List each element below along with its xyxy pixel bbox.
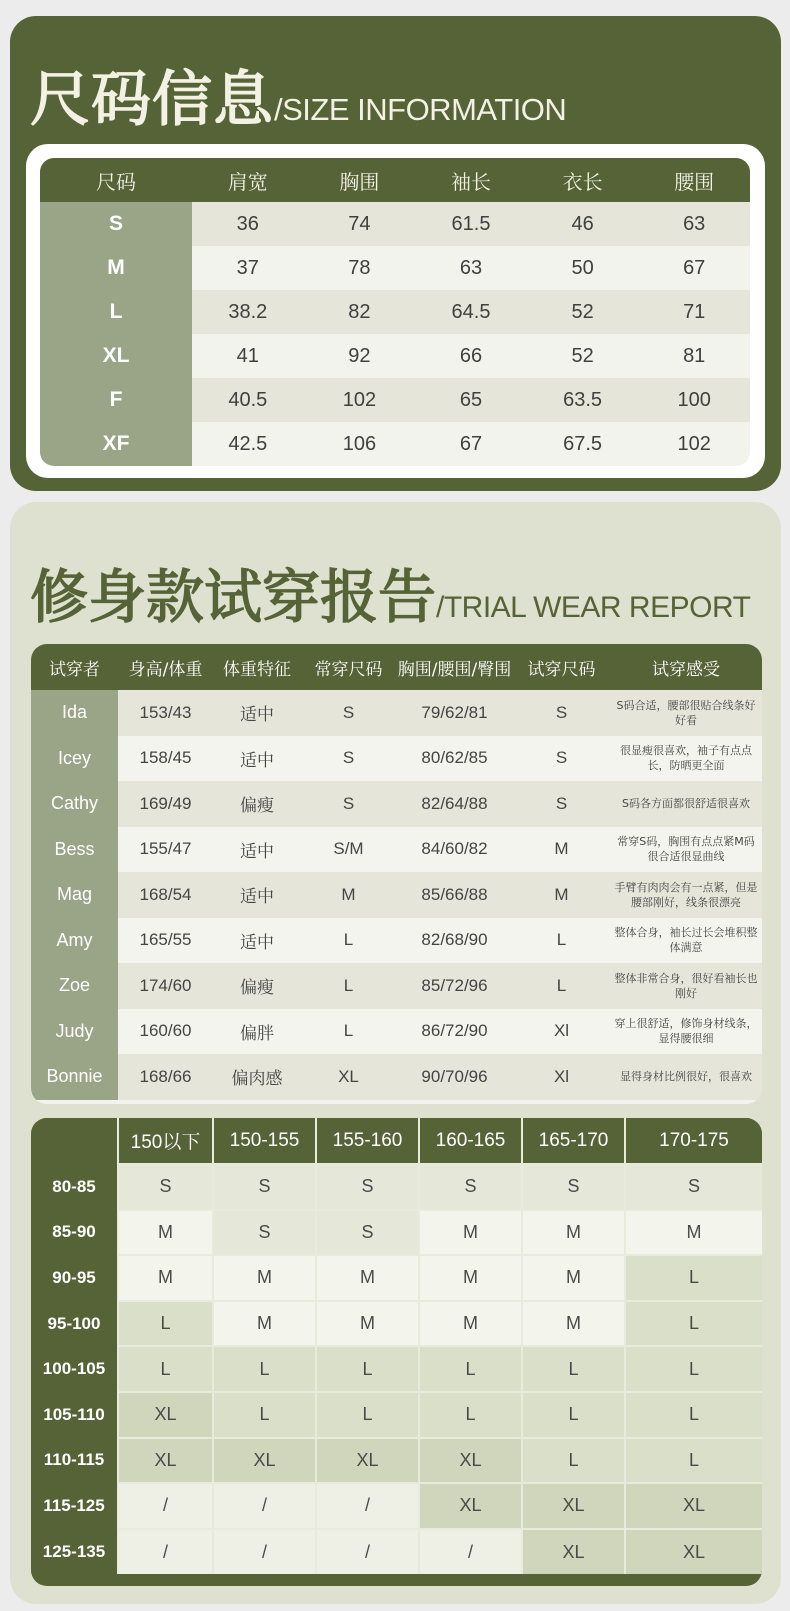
trial-cell: S <box>301 781 396 827</box>
trial-row <box>31 918 762 964</box>
weight-feature: 偏瘦 <box>213 781 301 827</box>
trial-cell: 168/54 <box>118 872 213 918</box>
grid-size-cell: XL <box>118 1392 213 1438</box>
trial-cell: 82/64/88 <box>396 781 513 827</box>
fit-feedback: 显得身材比例很好，很喜欢 <box>610 1054 762 1100</box>
size-value-cell: 102 <box>304 378 416 422</box>
grid-size-cell: L <box>213 1392 316 1438</box>
grid-size-cell: M <box>419 1301 522 1347</box>
size-value-cell: 74 <box>304 202 416 246</box>
trial-cell: 160/60 <box>118 1009 213 1055</box>
grid-size-cell: L <box>316 1392 419 1438</box>
grid-size-cell: / <box>118 1529 213 1575</box>
trial-cell: L <box>301 963 396 1009</box>
trial-report-title <box>30 550 750 634</box>
grid-size-cell: L <box>522 1346 625 1392</box>
grid-row-label: 80-85 <box>31 1164 118 1210</box>
size-row <box>40 422 750 466</box>
grid-size-cell: S <box>316 1164 419 1210</box>
grid-size-cell: L <box>213 1346 316 1392</box>
grid-row <box>31 1346 762 1392</box>
size-label-cell: XF <box>40 422 192 466</box>
trial-row <box>31 690 762 736</box>
fit-feedback: 整体非常合身，很好看袖长也刚好 <box>610 963 762 1009</box>
trial-cell: S <box>513 690 610 736</box>
trial-row <box>31 1009 762 1055</box>
trial-cell: M <box>513 872 610 918</box>
size-value-cell: 38.2 <box>192 290 304 334</box>
size-label-cell: L <box>40 290 192 334</box>
grid-size-cell: / <box>118 1483 213 1529</box>
grid-size-cell: M <box>625 1210 762 1256</box>
size-value-cell: 71 <box>638 290 750 334</box>
trial-cell: 85/66/88 <box>396 872 513 918</box>
trial-cell: 90/70/96 <box>396 1054 513 1100</box>
size-info-panel <box>10 16 781 491</box>
tester-name: Ida <box>31 690 118 736</box>
grid-size-cell: XL <box>625 1529 762 1575</box>
trial-cell: S <box>513 781 610 827</box>
grid-row <box>31 1483 762 1529</box>
size-label-cell: F <box>40 378 192 422</box>
grid-row-label: 110-115 <box>31 1438 118 1484</box>
grid-size-cell: M <box>213 1301 316 1347</box>
size-table <box>40 158 750 466</box>
size-value-cell: 82 <box>304 290 416 334</box>
grid-size-cell: L <box>419 1392 522 1438</box>
grid-size-cell: L <box>625 1346 762 1392</box>
size-recommendation-grid <box>31 1118 762 1586</box>
grid-header-cell <box>31 1118 118 1164</box>
fit-feedback: 整体合身，袖长过长会堆积整体满意 <box>610 918 762 964</box>
trial-header-cell: 试穿感受 <box>610 644 762 690</box>
grid-size-cell: M <box>316 1255 419 1301</box>
grid-size-cell: / <box>213 1529 316 1575</box>
size-value-cell: 65 <box>415 378 527 422</box>
trial-cell: S <box>301 690 396 736</box>
size-value-cell: 36 <box>192 202 304 246</box>
size-row <box>40 246 750 290</box>
size-header-cell: 衣长 <box>527 158 639 202</box>
grid-row <box>31 1438 762 1484</box>
trial-row <box>31 963 762 1009</box>
trial-cell: S <box>301 736 396 782</box>
fit-feedback: 很显瘦很喜欢，袖子有点点长，防晒更全面 <box>610 736 762 782</box>
weight-feature: 偏肉感 <box>213 1054 301 1100</box>
size-row <box>40 334 750 378</box>
grid-size-cell: L <box>522 1392 625 1438</box>
grid-row <box>31 1210 762 1256</box>
size-value-cell: 42.5 <box>192 422 304 466</box>
size-value-cell: 40.5 <box>192 378 304 422</box>
grid-row-label: 90-95 <box>31 1255 118 1301</box>
fit-feedback: S码合适，腰部很贴合线条好好看 <box>610 690 762 736</box>
grid-size-cell: M <box>522 1301 625 1347</box>
trial-cell: 82/68/90 <box>396 918 513 964</box>
size-label-cell: XL <box>40 334 192 378</box>
grid-size-cell: S <box>118 1164 213 1210</box>
size-value-cell: 37 <box>192 246 304 290</box>
grid-size-cell: XL <box>213 1438 316 1484</box>
trial-cell: 168/66 <box>118 1054 213 1100</box>
grid-size-cell: S <box>213 1164 316 1210</box>
size-table-card <box>26 144 765 478</box>
size-value-cell: 67.5 <box>527 422 639 466</box>
grid-row <box>31 1164 762 1210</box>
grid-size-cell: L <box>419 1346 522 1392</box>
grid-size-cell: L <box>625 1392 762 1438</box>
grid-size-cell: L <box>522 1438 625 1484</box>
grid-header-cell: 155-160 <box>316 1118 419 1164</box>
size-info-title-zh: 尺码信息 <box>30 65 274 135</box>
trial-cell: S/M <box>301 827 396 873</box>
trial-cell: Xl <box>513 1054 610 1100</box>
grid-size-cell: L <box>118 1346 213 1392</box>
size-value-cell: 100 <box>638 378 750 422</box>
trial-report-title-zh: 修身款试穿报告 <box>30 563 437 631</box>
trial-cell: L <box>301 1009 396 1055</box>
grid-size-cell: S <box>419 1164 522 1210</box>
size-header-cell: 肩宽 <box>192 158 304 202</box>
trial-cell: 80/62/85 <box>396 736 513 782</box>
weight-feature: 适中 <box>213 827 301 873</box>
grid-size-cell: XL <box>625 1483 762 1529</box>
size-value-cell: 52 <box>527 334 639 378</box>
grid-row-label: 95-100 <box>31 1301 118 1347</box>
grid-size-cell: S <box>213 1210 316 1256</box>
trial-cell: 86/72/90 <box>396 1009 513 1055</box>
trial-cell: 153/43 <box>118 690 213 736</box>
grid-header-cell: 170-175 <box>625 1118 762 1164</box>
size-value-cell: 102 <box>638 422 750 466</box>
size-header-cell: 胸围 <box>304 158 416 202</box>
grid-size-cell: XL <box>419 1483 522 1529</box>
tester-name: Zoe <box>31 963 118 1009</box>
trial-cell: 79/62/81 <box>396 690 513 736</box>
grid-size-cell: / <box>316 1483 419 1529</box>
grid-row <box>31 1392 762 1438</box>
trial-cell: L <box>513 918 610 964</box>
size-value-cell: 61.5 <box>415 202 527 246</box>
tester-name: Judy <box>31 1009 118 1055</box>
grid-header-row <box>31 1118 762 1164</box>
trial-cell: 165/55 <box>118 918 213 964</box>
size-value-cell: 63 <box>638 202 750 246</box>
weight-feature: 适中 <box>213 918 301 964</box>
grid-size-cell: L <box>316 1346 419 1392</box>
size-info-title <box>30 52 566 138</box>
grid-size-cell: XL <box>522 1529 625 1575</box>
weight-feature: 适中 <box>213 690 301 736</box>
grid-size-cell: S <box>625 1164 762 1210</box>
trial-row <box>31 1054 762 1100</box>
tester-name: Icey <box>31 736 118 782</box>
grid-size-cell: L <box>625 1301 762 1347</box>
grid-header-cell: 165-170 <box>522 1118 625 1164</box>
grid-size-cell: M <box>419 1255 522 1301</box>
grid-size-cell: / <box>316 1529 419 1575</box>
size-label-cell: S <box>40 202 192 246</box>
size-header-cell: 袖长 <box>415 158 527 202</box>
trial-cell: Xl <box>513 1009 610 1055</box>
weight-feature: 适中 <box>213 736 301 782</box>
size-row <box>40 202 750 246</box>
grid-size-cell: M <box>118 1255 213 1301</box>
trial-cell: S <box>513 736 610 782</box>
grid-row <box>31 1529 762 1575</box>
grid-header-cell: 150-155 <box>213 1118 316 1164</box>
trial-cell: 84/60/82 <box>396 827 513 873</box>
grid-size-cell: XL <box>118 1438 213 1484</box>
trial-report-table <box>31 644 762 1104</box>
tester-name: Bonnie <box>31 1054 118 1100</box>
grid-size-cell: S <box>522 1164 625 1210</box>
size-value-cell: 50 <box>527 246 639 290</box>
trial-report-title-en: /TRIAL WEAR REPORT <box>436 591 751 624</box>
grid-size-cell: L <box>625 1438 762 1484</box>
grid-size-cell: M <box>419 1210 522 1256</box>
trial-row <box>31 827 762 873</box>
grid-header-cell: 150以下 <box>118 1118 213 1164</box>
grid-header-cell: 160-165 <box>419 1118 522 1164</box>
trial-header-cell: 身高/体重 <box>118 644 213 690</box>
size-value-cell: 64.5 <box>415 290 527 334</box>
fit-feedback: S码各方面都很舒适很喜欢 <box>610 781 762 827</box>
size-value-cell: 63.5 <box>527 378 639 422</box>
trial-row <box>31 781 762 827</box>
grid-size-cell: XL <box>419 1438 522 1484</box>
grid-row <box>31 1255 762 1301</box>
grid-size-cell: / <box>419 1529 522 1575</box>
trial-cell: L <box>513 963 610 1009</box>
grid-size-cell: S <box>316 1210 419 1256</box>
trial-row <box>31 736 762 782</box>
size-value-cell: 46 <box>527 202 639 246</box>
fit-feedback: 常穿S码，胸围有点点紧M码很合适很显曲线 <box>610 827 762 873</box>
size-value-cell: 106 <box>304 422 416 466</box>
trial-header-cell: 试穿者 <box>31 644 118 690</box>
grid-size-cell: M <box>522 1210 625 1256</box>
fit-feedback: 手臂有肉肉会有一点紧，但是腰部刚好，线条很漂亮 <box>610 872 762 918</box>
size-value-cell: 78 <box>304 246 416 290</box>
size-value-cell: 41 <box>192 334 304 378</box>
weight-feature: 偏瘦 <box>213 963 301 1009</box>
size-value-cell: 67 <box>415 422 527 466</box>
tester-name: Mag <box>31 872 118 918</box>
grid-row-label: 85-90 <box>31 1210 118 1256</box>
grid-size-cell: M <box>316 1301 419 1347</box>
trial-row <box>31 872 762 918</box>
grid-size-cell: XL <box>522 1483 625 1529</box>
trial-cell: 158/45 <box>118 736 213 782</box>
grid-size-cell: M <box>118 1210 213 1256</box>
size-row <box>40 290 750 334</box>
size-label-cell: M <box>40 246 192 290</box>
size-value-cell: 66 <box>415 334 527 378</box>
weight-feature: 适中 <box>213 872 301 918</box>
size-value-cell: 81 <box>638 334 750 378</box>
fit-feedback: 穿上很舒适，修饰身材线条，显得腰很细 <box>610 1009 762 1055</box>
size-info-title-en: /SIZE INFORMATION <box>274 92 567 127</box>
grid-size-cell: M <box>522 1255 625 1301</box>
grid-size-cell: / <box>213 1483 316 1529</box>
grid-row <box>31 1301 762 1347</box>
trial-header-cell: 胸围/腰围/臀围 <box>396 644 513 690</box>
grid-size-cell: L <box>118 1301 213 1347</box>
trial-cell: M <box>513 827 610 873</box>
trial-header-cell: 常穿尺码 <box>301 644 396 690</box>
trial-cell: M <box>301 872 396 918</box>
size-table-header-row <box>40 158 750 202</box>
size-header-cell: 腰围 <box>638 158 750 202</box>
grid-row-label: 100-105 <box>31 1346 118 1392</box>
size-value-cell: 63 <box>415 246 527 290</box>
grid-row-label: 105-110 <box>31 1392 118 1438</box>
trial-report-panel <box>10 502 781 1604</box>
size-value-cell: 67 <box>638 246 750 290</box>
trial-cell: 85/72/96 <box>396 963 513 1009</box>
size-value-cell: 92 <box>304 334 416 378</box>
grid-row-label: 115-125 <box>31 1483 118 1529</box>
trial-header-cell: 试穿尺码 <box>513 644 610 690</box>
tester-name: Cathy <box>31 781 118 827</box>
grid-size-cell: M <box>213 1255 316 1301</box>
size-value-cell: 52 <box>527 290 639 334</box>
grid-row-label: 125-135 <box>31 1529 118 1575</box>
trial-cell: 169/49 <box>118 781 213 827</box>
grid-size-cell: L <box>625 1255 762 1301</box>
size-header-cell: 尺码 <box>40 158 192 202</box>
trial-cell: XL <box>301 1054 396 1100</box>
trial-cell: 155/47 <box>118 827 213 873</box>
tester-name: Amy <box>31 918 118 964</box>
tester-name: Bess <box>31 827 118 873</box>
trial-header-row <box>31 644 762 690</box>
size-row <box>40 378 750 422</box>
trial-cell: 174/60 <box>118 963 213 1009</box>
trial-cell: L <box>301 918 396 964</box>
weight-feature: 偏胖 <box>213 1009 301 1055</box>
grid-size-cell: XL <box>316 1438 419 1484</box>
trial-header-cell: 体重特征 <box>213 644 301 690</box>
